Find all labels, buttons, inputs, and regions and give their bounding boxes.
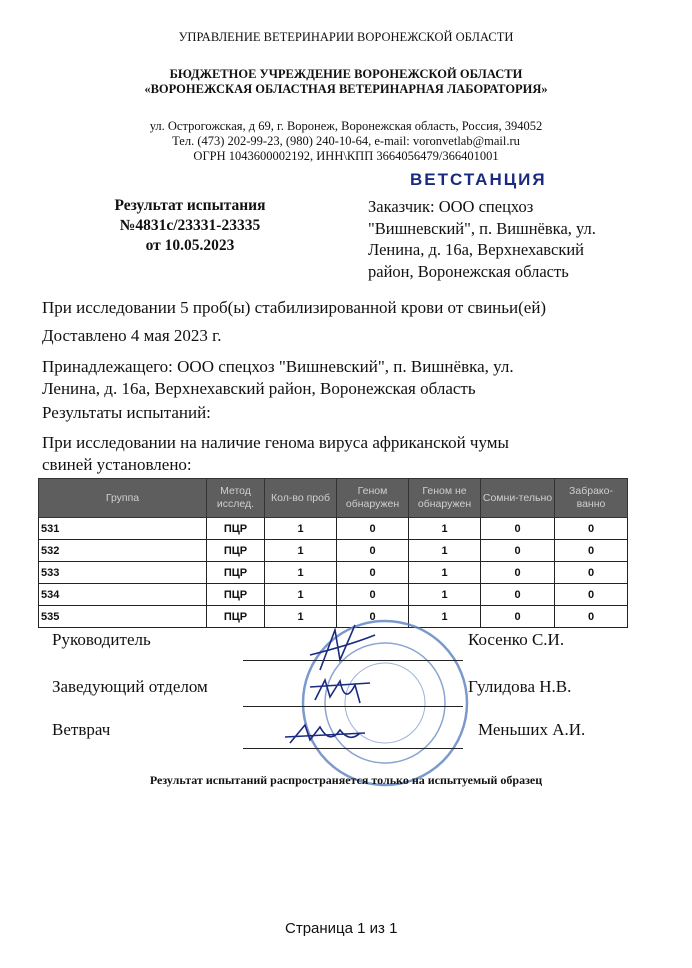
table-cell: 0 [337, 584, 409, 606]
signature-name: Косенко С.И. [468, 630, 565, 649]
customer-block [368, 196, 596, 282]
body-sample-info: При исследовании 5 проб(ы) стабилизированной крови от свиньи(ей) [42, 298, 547, 317]
table-cell: 1 [265, 606, 337, 628]
table-row [39, 540, 628, 562]
col-header: Сомни-тельно [481, 479, 555, 518]
table-cell: ПЦР [207, 540, 265, 562]
table-row [39, 584, 628, 606]
table-cell: 0 [555, 518, 628, 540]
table-cell: ПЦР [207, 562, 265, 584]
table-cell: 0 [337, 562, 409, 584]
vetstation-stamp-label: ВЕТСТАНЦИЯ [410, 170, 547, 189]
table-cell: 1 [265, 518, 337, 540]
results-table [38, 478, 628, 628]
customer-line: район, Воронежская область [368, 261, 569, 281]
org-name-line2: «ВОРОНЕЖСКАЯ ОБЛАСТНАЯ ВЕТЕРИНАРНАЯ ЛАБОРАТОРИЯ» [144, 82, 548, 96]
page-number: Страница 1 из 1 [285, 920, 398, 937]
footer-note: Результат испытаний распространяется только на испытуемый образец [149, 773, 543, 787]
table-cell: 1 [409, 584, 481, 606]
org-phone: Тел. (473) 202-99-23, (980) 240-10-64, e-mail: voronvetlab@mail.ru [172, 134, 520, 148]
col-header: Геном обнаружен [337, 479, 409, 518]
signature-role: Ветврач [52, 720, 111, 739]
body-asf-line1: При исследовании на наличие генома вируса африканской чумы [42, 433, 509, 452]
result-title: Результат испытания [114, 197, 266, 214]
body-owner-line1: Принадлежащего: ООО спецхоз "Вишневский", п. Вишнёвка, ул. [42, 357, 514, 376]
signature-name: Меньших А.И. [478, 720, 586, 739]
col-header: Забрако-ванно [555, 479, 628, 518]
body-results-label: Результаты испытаний: [42, 403, 211, 422]
table-cell: ПЦР [207, 606, 265, 628]
col-header: Метод исслед. [207, 479, 265, 518]
customer-line: Заказчик: ООО спецхоз [368, 197, 534, 216]
table-cell: 0 [481, 606, 555, 628]
col-header: Группа [39, 479, 207, 518]
table-cell: 1 [265, 540, 337, 562]
customer-line: Ленина, д. 16а, Верхнехавский [368, 240, 584, 259]
table-cell: 532 [39, 540, 207, 562]
table-cell: 535 [39, 606, 207, 628]
table-header-row [39, 479, 628, 518]
table-cell: 1 [409, 606, 481, 628]
table-cell: 1 [265, 562, 337, 584]
customer-line: "Вишневский", п. Вишнёвка, ул. [368, 218, 596, 238]
table-cell: ПЦР [207, 584, 265, 606]
org-name-line1: БЮДЖЕТНОЕ УЧРЕЖДЕНИЕ ВОРОНЕЖСКОЙ ОБЛАСТИ [169, 67, 523, 81]
table-cell: 1 [409, 540, 481, 562]
org-ogrn: ОГРН 1043600002192, ИНН\КПП 3664056479/366401001 [193, 149, 499, 163]
table-cell: 0 [481, 584, 555, 606]
table-cell: 533 [39, 562, 207, 584]
table-cell: 1 [409, 518, 481, 540]
table-cell: 0 [481, 518, 555, 540]
body-asf-line2: свиней установлено: [42, 455, 192, 474]
org-address: ул. Острогожская, д 69, г. Воронеж, Воронежская область, Россия, 394052 [149, 119, 543, 133]
body-delivered: Доставлено 4 мая 2023 г. [42, 326, 222, 345]
signature-role: Руководитель [52, 630, 151, 649]
table-cell: 0 [555, 540, 628, 562]
table-cell: 1 [265, 584, 337, 606]
col-header: Геном не обнаружен [409, 479, 481, 518]
table-cell: 0 [337, 518, 409, 540]
result-block [80, 196, 300, 256]
table-cell: 0 [337, 540, 409, 562]
table-cell: 0 [337, 606, 409, 628]
table-cell: 0 [555, 562, 628, 584]
body-owner-line2: Ленина, д. 16а, Верхнехавский район, Воронежская область [42, 379, 476, 398]
table-row [39, 518, 628, 540]
table-cell: 0 [555, 584, 628, 606]
signature-name: Гулидова Н.В. [468, 677, 572, 696]
result-date: от 10.05.2023 [145, 237, 235, 254]
table-cell: 534 [39, 584, 207, 606]
handwritten-signatures [280, 615, 400, 755]
table-cell: 0 [481, 562, 555, 584]
table-cell: ПЦР [207, 518, 265, 540]
department-heading: УПРАВЛЕНИЕ ВЕТЕРИНАРИИ ВОРОНЕЖСКОЙ ОБЛАСТИ [178, 30, 514, 44]
table-cell: 1 [409, 562, 481, 584]
table-cell: 0 [481, 540, 555, 562]
result-number: №4831с/23331-23335 [119, 217, 261, 234]
table-cell: 531 [39, 518, 207, 540]
signature-role: Заведующий отделом [52, 677, 208, 696]
col-header: Кол-во проб [265, 479, 337, 518]
table-row [39, 562, 628, 584]
table-cell: 0 [555, 606, 628, 628]
